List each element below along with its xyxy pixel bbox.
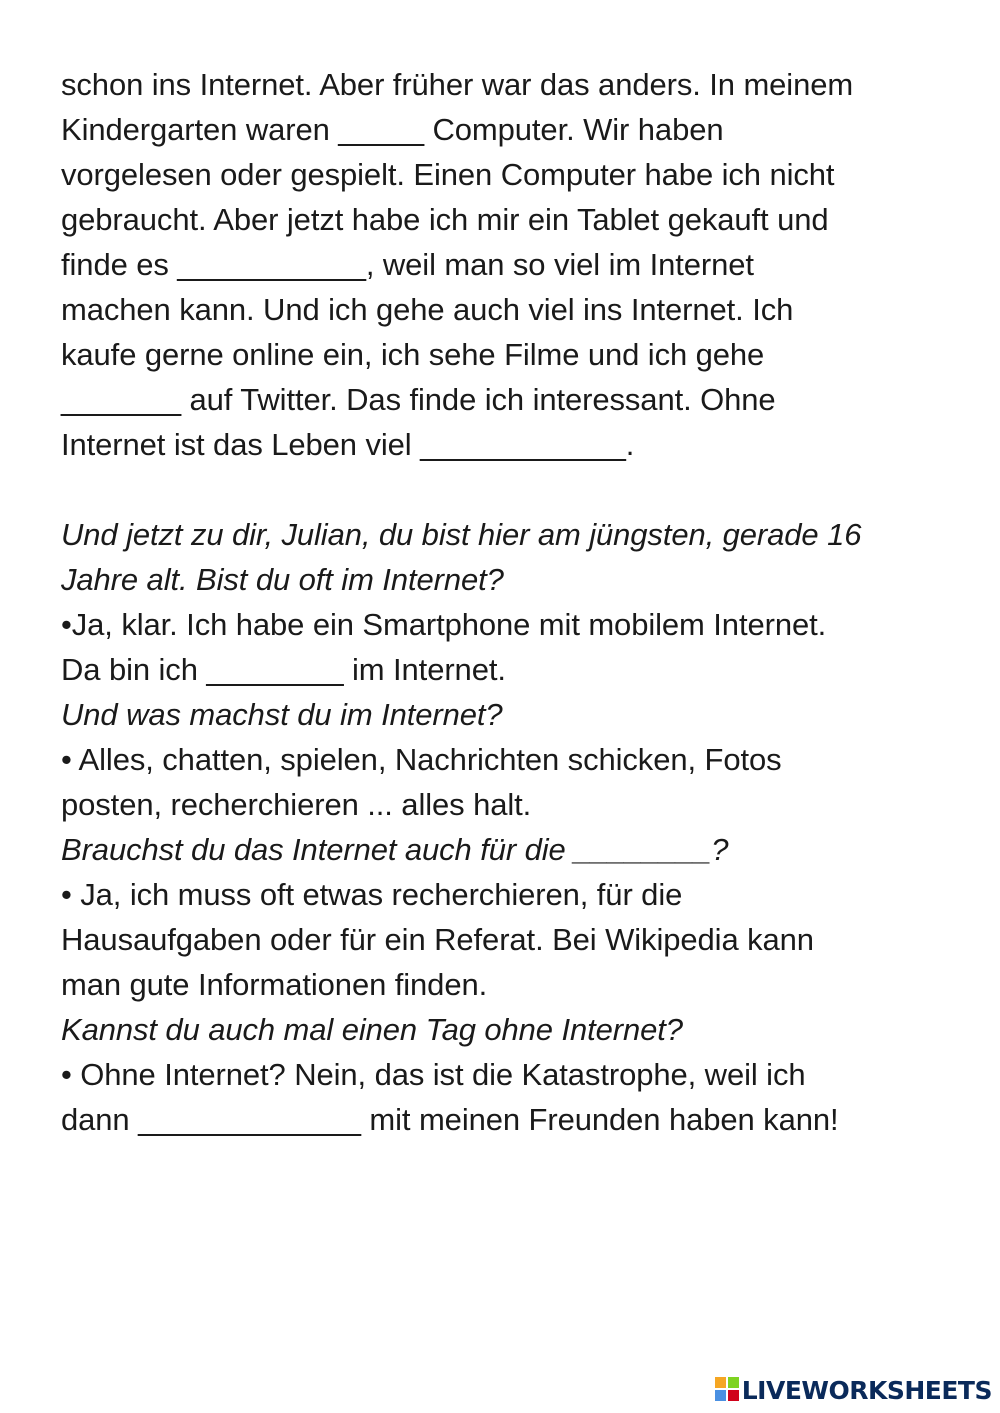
worksheet-text <box>61 62 961 1142</box>
text-line: Kindergarten waren _____ Computer. Wir haben <box>61 112 724 147</box>
text-line: vorgelesen oder gespielt. Einen Computer habe ich nicht <box>61 157 835 192</box>
interviewer-question-line: Brauchst du das Internet auch für die ________? <box>61 832 729 867</box>
text-line: Hausaufgaben oder für ein Referat. Bei Wikipedia kann <box>61 922 814 957</box>
interviewer-question-line: Kannst du auch mal einen Tag ohne Internet? <box>61 1012 683 1047</box>
text-line: Internet ist das Leben viel ____________. <box>61 427 635 462</box>
text-line: _______ auf Twitter. Das finde ich interessant. Ohne <box>61 382 776 417</box>
paragraph-spacer <box>61 467 961 512</box>
text-line: • Ohne Internet? Nein, das ist die Katastrophe, weil ich <box>61 1057 806 1092</box>
interviewer-question-line: Und was machst du im Internet? <box>61 697 503 732</box>
text-line: schon ins Internet. Aber früher war das anders. In meinem <box>61 67 854 102</box>
text-line: gebraucht. Aber jetzt habe ich mir ein Tablet gekauft und <box>61 202 829 237</box>
text-line: machen kann. Und ich gehe auch viel ins Internet. Ich <box>61 292 794 327</box>
text-line: posten, recherchieren ... alles halt. <box>61 787 532 822</box>
text-line: •Ja, klar. Ich habe ein Smartphone mit mobilem Internet. <box>61 607 827 642</box>
liveworksheets-brand-text: LIVEWORKSHEETS <box>741 1375 992 1405</box>
text-line: finde es ___________, weil man so viel im Internet <box>61 247 754 282</box>
interviewer-question-line: Jahre alt. Bist du oft im Internet? <box>61 562 504 597</box>
text-line: • Alles, chatten, spielen, Nachrichten schicken, Fotos <box>61 742 782 777</box>
text-line: • Ja, ich muss oft etwas recherchieren, für die <box>61 877 683 912</box>
interviewer-question-line: Und jetzt zu dir, Julian, du bist hier am jüngsten, gerade 16 <box>61 517 862 552</box>
text-line: kaufe gerne online ein, ich sehe Filme und ich gehe <box>61 337 765 372</box>
text-line: man gute Informationen finden. <box>61 967 488 1002</box>
text-line: dann _____________ mit meinen Freunden haben kann! <box>61 1102 839 1137</box>
text-line: Da bin ich ________ im Internet. <box>61 652 506 687</box>
liveworksheets-logo-icon <box>715 1377 741 1403</box>
liveworksheets-logo <box>715 1373 992 1407</box>
